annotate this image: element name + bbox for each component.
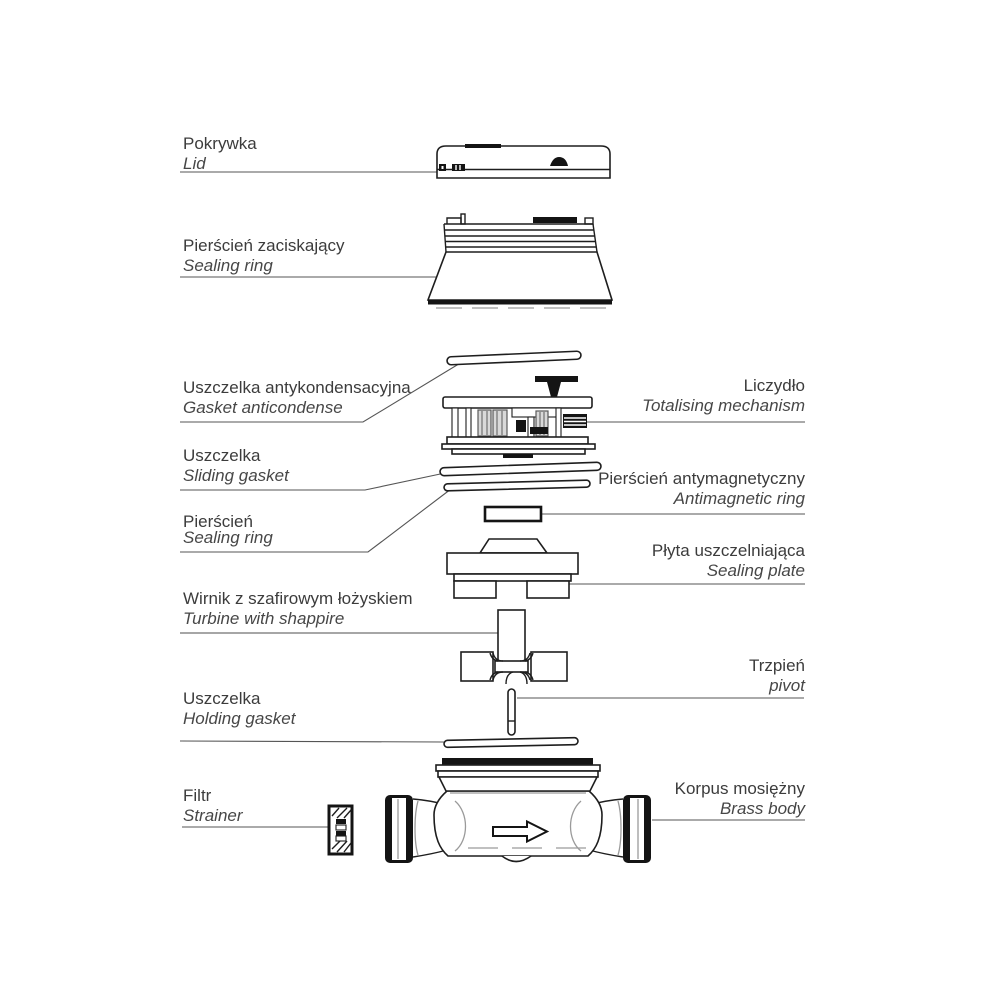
label-sealing-plate-en: Sealing plate (706, 561, 805, 580)
label-pivot (749, 656, 805, 696)
label-strainer-pl: Filtr (183, 786, 212, 805)
label-lid-pl: Pokrywka (183, 134, 257, 153)
label-turbine-pl: Wirnik z szafirowym łożyskiem (183, 589, 413, 608)
label-totalising-mechanism (642, 376, 805, 416)
label-brass-body-pl: Korpus mosiężny (674, 779, 805, 798)
label-sealing-plate (652, 541, 805, 581)
label-totalising-mechanism-pl: Liczydło (743, 376, 805, 395)
label-holding-gasket-en: Holding gasket (183, 709, 296, 728)
turbine-drawing (461, 610, 567, 684)
label-strainer-en: Strainer (183, 806, 243, 825)
turbine-blade-left (461, 652, 493, 681)
label-anticondensation-gasket (183, 378, 411, 418)
mechanism-top-plate (443, 397, 592, 408)
label-anticondensation-gasket-en: Gasket anticondense (183, 398, 343, 417)
label-sealing-ring-pl: Pierścień (183, 512, 253, 531)
sliding-gasket-drawing (440, 462, 601, 476)
anticondensation-gasket-drawing (447, 351, 581, 365)
sealing-plate-foot-right (527, 581, 569, 598)
mechanism-funnel (535, 376, 578, 397)
label-totalising-mechanism-en: Totalising mechanism (642, 396, 805, 415)
label-sealing-ring-en: Sealing ring (183, 528, 273, 547)
label-strainer (183, 786, 243, 826)
label-brass-body-en: Brass body (719, 799, 805, 818)
label-sliding-gasket-pl: Uszczelka (183, 446, 261, 465)
antimagnetic-ring-drawing (485, 507, 541, 521)
cone-top-bar (533, 217, 577, 223)
holding-gasket-drawing (444, 738, 578, 748)
turbine-blade-right (531, 652, 567, 681)
leader-holding-gasket (180, 741, 444, 742)
lid-latch-striped (452, 164, 465, 171)
label-clamping-ring-pl: Pierścień zaciskający (183, 236, 345, 255)
body-flange-left (385, 795, 413, 863)
label-holding-gasket (183, 689, 295, 729)
sealing-ring-drawing (444, 480, 590, 491)
label-pivot-en: pivot (769, 676, 805, 695)
pivot-drawing (508, 689, 515, 735)
label-holding-gasket-pl: Uszczelka (183, 689, 261, 708)
label-antimagnetic-ring-pl: Pierścień antymagnetyczny (598, 469, 805, 488)
label-turbine (183, 589, 413, 629)
mechanism-bottom-tab (503, 454, 533, 458)
sealing-plate-foot-left (454, 581, 496, 598)
lid-drawing (437, 144, 610, 178)
label-sealing-plate-pl: Płyta uszczelniająca (651, 541, 805, 560)
label-antimagnetic-ring (598, 469, 805, 509)
label-brass-body (675, 779, 805, 819)
label-clamping-ring (183, 236, 345, 276)
label-pivot-pl: Trzpień (748, 656, 805, 675)
body-bottom-bump (502, 856, 531, 862)
label-lid (183, 134, 257, 174)
clamping-ring-drawing (428, 214, 612, 308)
totalising-mechanism-drawing (442, 376, 595, 458)
sealing-plate-drawing (447, 539, 578, 598)
label-sliding-gasket-en: Sliding gasket (183, 466, 289, 485)
label-sliding-gasket (183, 446, 289, 486)
turbine-hub (495, 661, 528, 672)
turbine-shaft (498, 610, 525, 662)
body-flange-right (623, 795, 651, 863)
label-sealing-ring (183, 514, 273, 546)
label-antimagnetic-ring-en: Antimagnetic ring (673, 489, 805, 508)
label-lid-en: Lid (183, 154, 206, 173)
label-clamping-ring-en: Sealing ring (183, 256, 273, 275)
label-turbine-en: Turbine with shappire (183, 609, 345, 628)
brass-body-drawing (385, 758, 651, 863)
cone-bottom-band (428, 300, 612, 305)
strainer-drawing (329, 806, 352, 854)
lid-top-strip (465, 144, 501, 148)
label-anticondensation-gasket-pl: Uszczelka antykondensacyjna (183, 378, 411, 397)
body-rim-cap (442, 758, 593, 765)
